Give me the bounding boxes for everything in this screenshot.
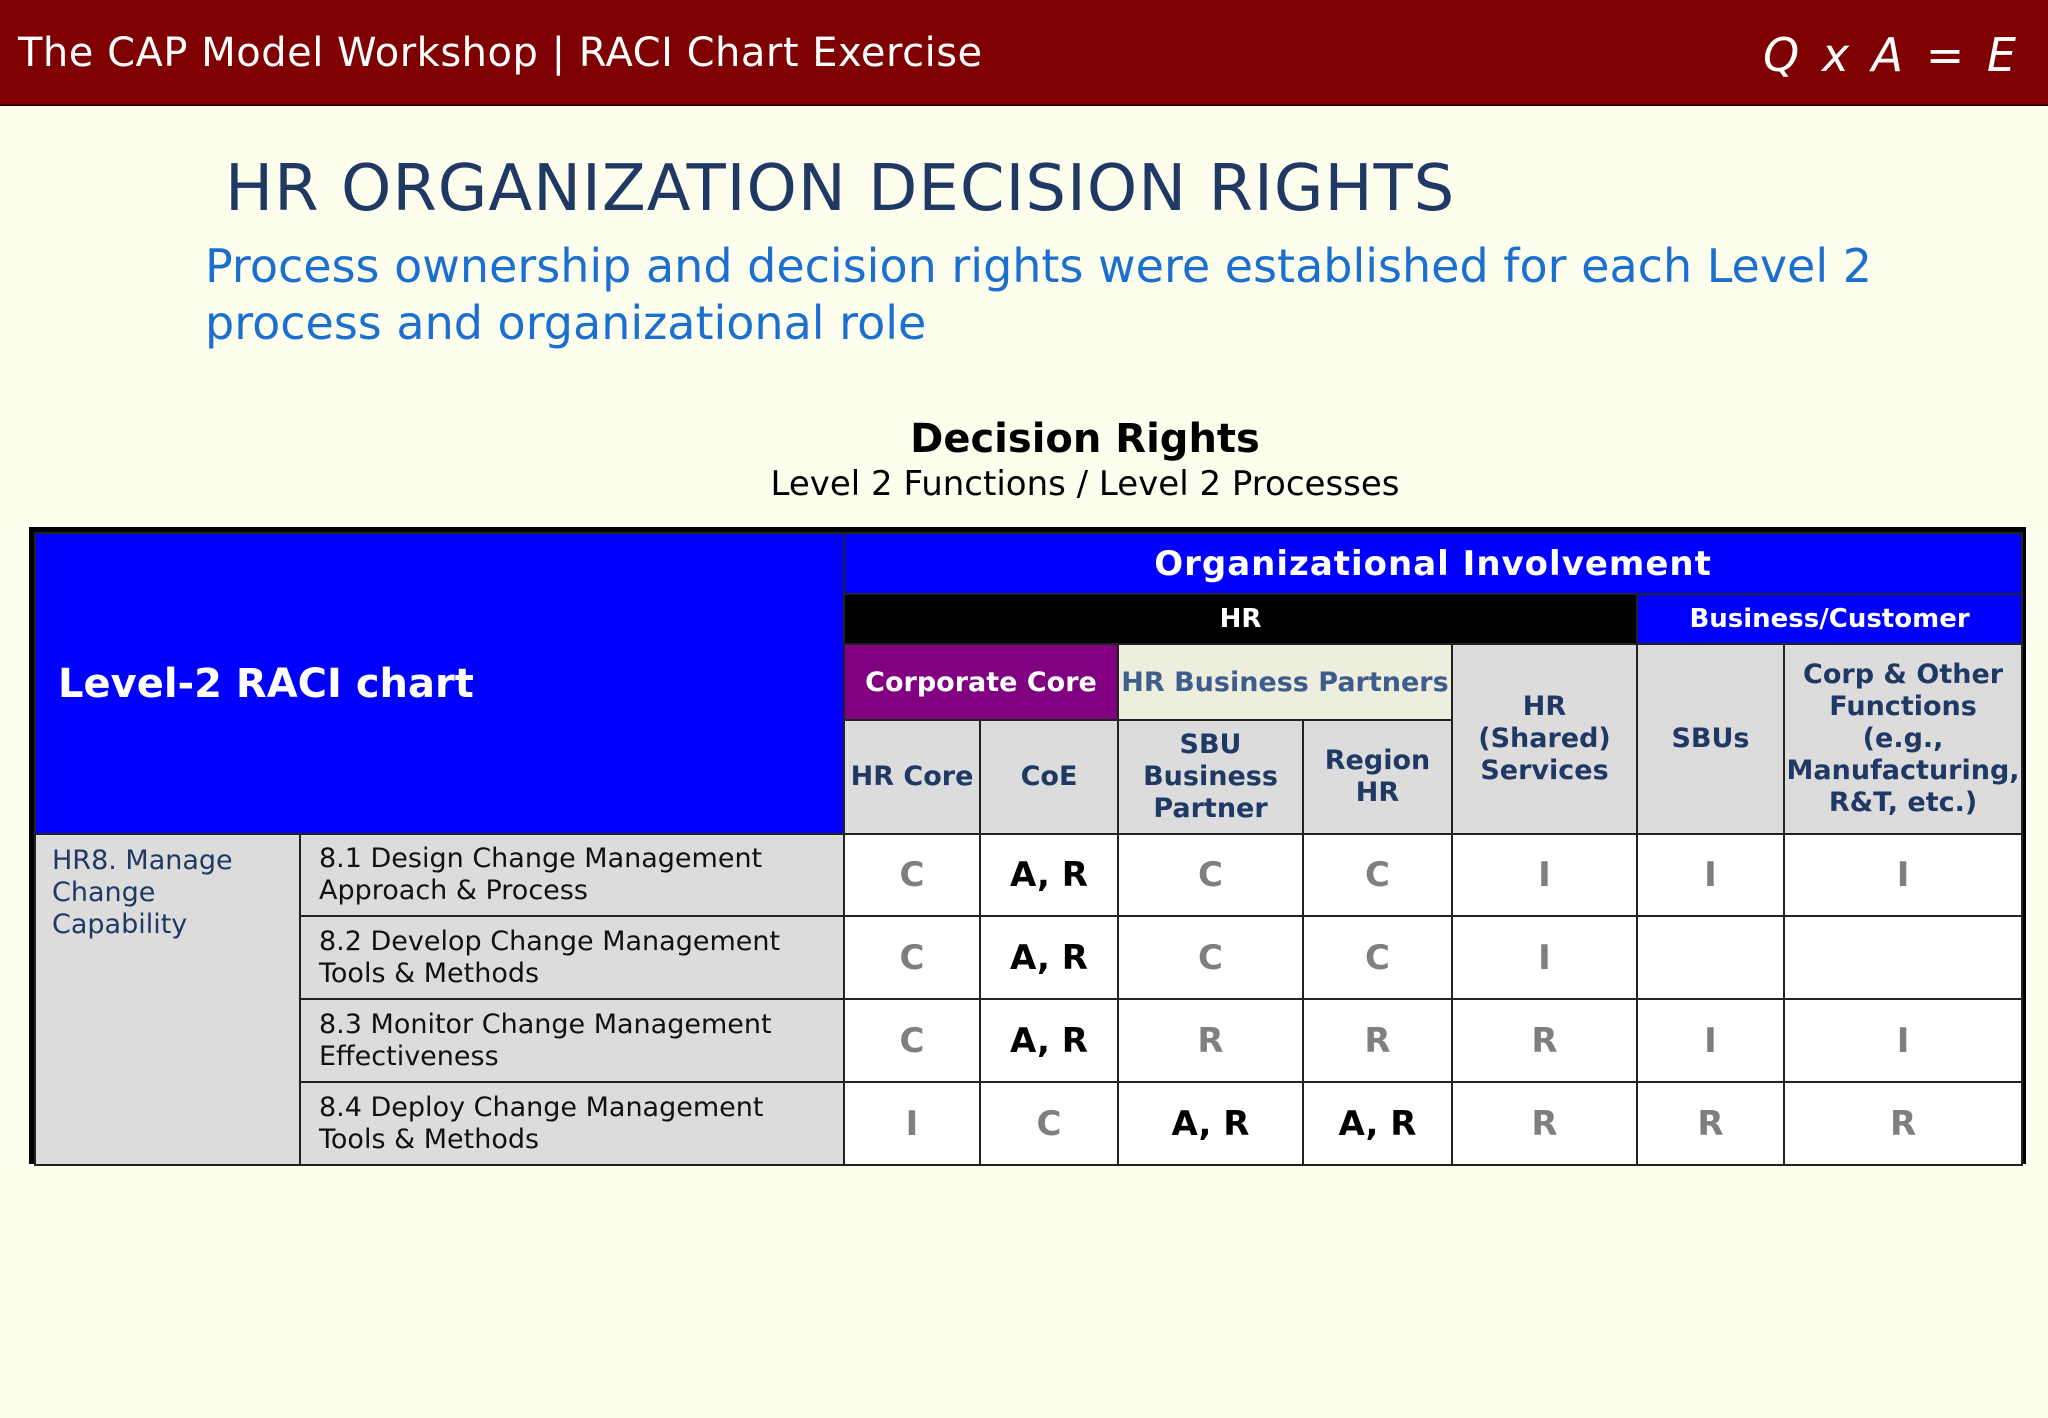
raci-cell: A, R: [980, 916, 1118, 999]
raci-cell: C: [980, 1082, 1118, 1165]
header-formula: Q x A = E: [1763, 28, 2020, 82]
table-row: [35, 999, 2022, 1082]
corp-other-functions-header: Corp & Other Functions (e.g., Manufacturing, R&T, etc.): [1784, 644, 2022, 834]
raci-cell: A, R: [1303, 1082, 1452, 1165]
sbu-business-partner-header: SBU Business Partner: [1118, 720, 1303, 834]
process-label: 8.2 Develop Change Management Tools & Methods: [300, 916, 844, 999]
table-row: [35, 1082, 2022, 1165]
hr-shared-services-header: HR (Shared) Services: [1452, 644, 1637, 834]
raci-chart-label: Level-2 RACI chart: [35, 533, 844, 834]
raci-cell: I: [1784, 834, 2022, 916]
raci-cell: R: [1452, 1082, 1637, 1165]
raci-cell: I: [844, 1082, 980, 1165]
raci-cell: C: [1303, 916, 1452, 999]
process-label: 8.4 Deploy Change Management Tools & Methods: [300, 1082, 844, 1165]
raci-cell: R: [1118, 999, 1303, 1082]
raci-cell: I: [1637, 999, 1784, 1082]
raci-cell: C: [844, 834, 980, 916]
header-bar: [0, 0, 2048, 106]
raci-cell: R: [1784, 1082, 2022, 1165]
hr-group-header: HR: [844, 594, 1637, 644]
section-subtitle: Level 2 Functions / Level 2 Processes: [770, 464, 1400, 504]
org-involvement-header: Organizational Involvement: [844, 533, 2022, 594]
raci-cell: R: [1303, 999, 1452, 1082]
process-label: 8.1 Design Change Management Approach & Process: [300, 834, 844, 916]
raci-cell: C: [1118, 916, 1303, 999]
raci-cell: I: [1452, 834, 1637, 916]
raci-cell: [1784, 916, 2022, 999]
raci-cell: I: [1637, 834, 1784, 916]
page-subtitle: Process ownership and decision rights were established for each Level 2 process and organizational role: [205, 239, 1873, 350]
raci-cell: R: [1637, 1082, 1784, 1165]
raci-cell: C: [844, 916, 980, 999]
raci-cell: I: [1784, 999, 2022, 1082]
raci-cell: A, R: [1118, 1082, 1303, 1165]
raci-cell: C: [1118, 834, 1303, 916]
raci-cell: C: [844, 999, 980, 1082]
corporate-core-header: Corporate Core: [844, 644, 1118, 720]
raci-cell: [1637, 916, 1784, 999]
raci-cell: C: [1303, 834, 1452, 916]
level2-function: HR8. Manage Change Capability: [35, 834, 300, 1165]
raci-cell: I: [1452, 916, 1637, 999]
coe-header: CoE: [980, 720, 1118, 834]
region-hr-header: Region HR: [1303, 720, 1452, 834]
table-row: [35, 916, 2022, 999]
raci-cell: A, R: [980, 834, 1118, 916]
header-title: The CAP Model Workshop | RACI Chart Exercise: [18, 30, 983, 76]
hr-business-partners-header: HR Business Partners: [1118, 644, 1452, 720]
business-customer-header: Business/Customer: [1637, 594, 2022, 644]
process-label: 8.3 Monitor Change Management Effectiveness: [300, 999, 844, 1082]
table-row: [35, 834, 2022, 916]
hr-core-header: HR Core: [844, 720, 980, 834]
sbus-header: SBUs: [1637, 644, 1784, 834]
page-title: HR ORGANIZATION DECISION RIGHTS: [225, 152, 1456, 226]
raci-table: [34, 532, 2023, 1166]
raci-table-frame: [29, 527, 2026, 1164]
section-title: Decision Rights: [910, 416, 1260, 462]
raci-cell: R: [1452, 999, 1637, 1082]
raci-cell: A, R: [980, 999, 1118, 1082]
